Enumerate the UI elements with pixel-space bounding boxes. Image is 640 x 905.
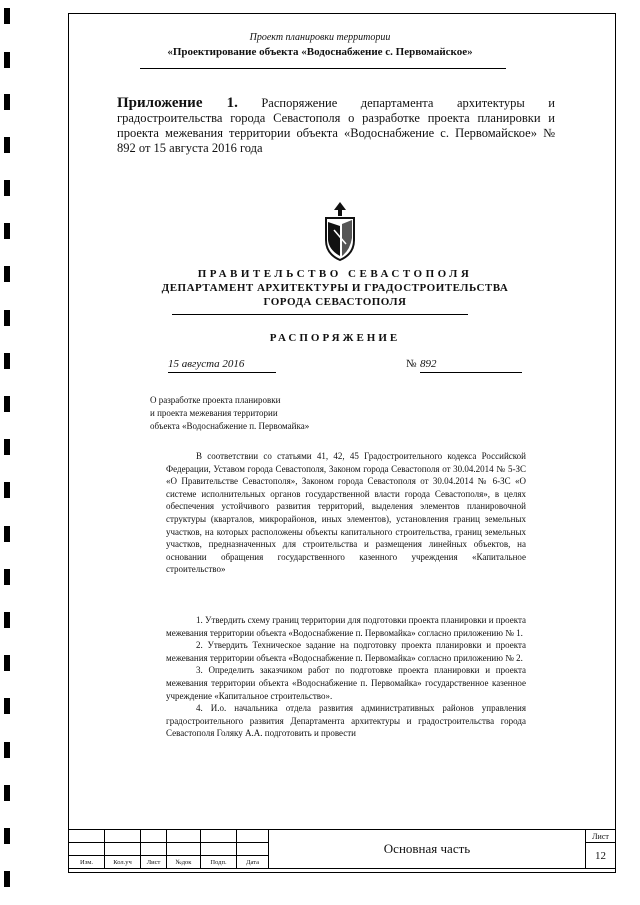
order-items [166, 614, 526, 740]
column-label: Изм. [69, 856, 105, 869]
column-label: №док [167, 856, 201, 869]
sheet-number: 12 [586, 843, 616, 869]
column-label: Лист [141, 856, 167, 869]
order-item: 2. Утвердить Техническое задание на подготовку проекта планировки и проекта межевания территории объекта «Водоснабжение п. Первомайка» согласно приложению № 2. [166, 640, 526, 663]
subject-line: и проекта межевания территории [150, 408, 278, 418]
preamble-text: В соответствии со статьями 41, 42, 45 Градостроительного кодекса Российской Федерации, Уставом города Севастополя, Законом города Севастополя от 30.04.2014 № 5-ЗС «О Правительстве Севастополя», Законом города Севастополя от 30.04.2014 № 6-ЗС «О системе исполнительных органов государственной власти города Севастополя», в целях обеспечения устойчивого развития территорий, выделения элементов планировочной структуры (кварталов, микрорайонов, иных элементов), установления границ земельных участков, на которых расположены объекты капитального строительства, границ земельных участков, предназначенных для строительства и размещения линейных объектов, на основании обращения государственного казенного учреждения «Капитальное строительство» [166, 451, 526, 575]
subject-line: объекта «Водоснабжение п. Первомайка» [150, 421, 310, 431]
column-label: Дата [237, 856, 269, 869]
appendix-text: Распоряжение департамента архитектуры и градостроительства города Севастополя о разработке проекта планировки и проекта межевания территории объекта «Водоснабжение с. Первомайское» № 892 от 15 августа 2016 года [117, 96, 555, 155]
appendix-lead: Приложение 1. [117, 95, 238, 111]
order-item: 3. Определить заказчиком работ по подготовке проекта планировки и проекта межевания территории объекта «Водоснабжение п. Первомайка» государственное казенное учреждение «Капитальное строительство». [166, 665, 526, 701]
order-item: 4. И.о. начальника отдела развития административных районов управления градостроительного развития Департамента архитектуры и градостроительства города Севастополя Голяку А.А. подготовить и провести [166, 703, 526, 739]
order-number: 892 [420, 358, 522, 373]
title-block [68, 829, 616, 869]
order-divider [172, 314, 468, 315]
subject-line: О разработке проекта планировки [150, 395, 281, 405]
gov-line-1: ПРАВИТЕЛЬСТВО СЕВАСТОПОЛЯ [197, 268, 473, 280]
gov-line-3: ГОРОДА СЕВАСТОПОЛЯ [263, 296, 407, 308]
order-number-label: № [406, 358, 417, 370]
order-preamble [166, 450, 526, 576]
header-divider [140, 68, 506, 69]
gov-line-2: ДЕПАРТАМЕНТ АРХИТЕКТУРЫ И ГРАДОСТРОИТЕЛЬСТВА [161, 282, 509, 294]
order-item: 1. Утвердить схему границ территории для подготовки проекта планировки и проекта межевания территории объекта «Водоснабжение п. Первомайка» согласно приложению № 1. [166, 615, 526, 638]
column-label: Кол.уч [105, 856, 141, 869]
order-date: 15 августа 2016 [168, 358, 276, 373]
header-object: «Проектирование объекта «Водоснабжение с. Первомайское» [167, 46, 473, 58]
header-project: Проект планировки территории [249, 32, 391, 43]
order-title: РАСПОРЯЖЕНИЕ [269, 332, 401, 344]
sheet-label: Лист [586, 830, 616, 843]
title-block-name: Основная часть [269, 830, 586, 869]
column-label: Подп. [201, 856, 237, 869]
appendix-caption [117, 96, 555, 156]
sevastopol-emblem-icon [320, 200, 360, 262]
order-subject [150, 394, 309, 433]
